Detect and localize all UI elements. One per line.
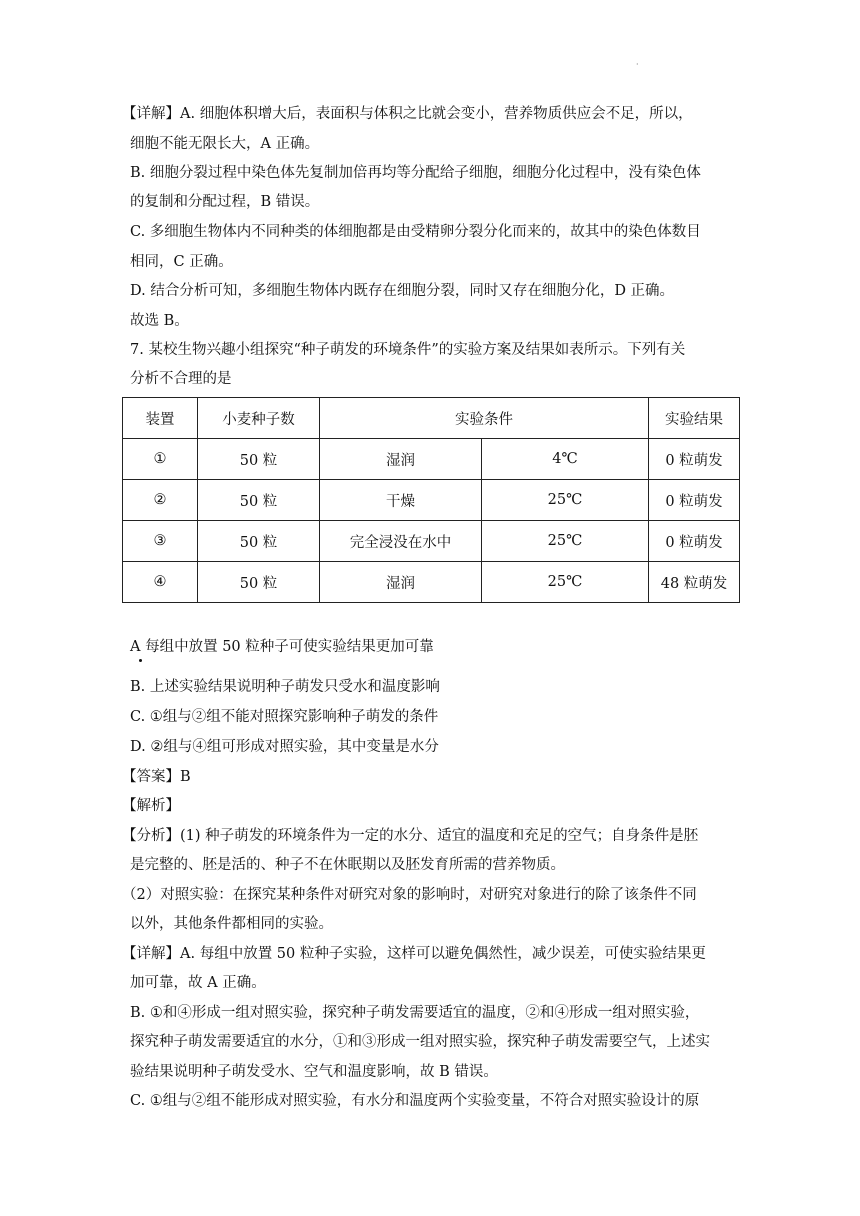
cell-moisture: 干燥 (320, 480, 482, 521)
question-stem: 分析不合理的是 (130, 371, 232, 387)
text-line: 的复制和分配过程，B 错误。 (130, 194, 320, 210)
text-line: C. ①组与②组不能形成对照实验，有水分和温度两个实验变量，不符合对照实验设计的原 (130, 1093, 700, 1109)
header-dot: · (636, 60, 639, 69)
header-device: 装置 (123, 398, 198, 439)
text-line: 探究种子萌发需要适宜的水分，①和③形成一组对照实验，探究种子萌发需要空气，上述实 (130, 1034, 710, 1050)
cell-moisture: 湿润 (320, 562, 482, 603)
header-seeds: 小麦种子数 (198, 398, 320, 439)
cell-seeds: 50 粒 (198, 562, 320, 603)
text-line: 【详解】A. 细胞体积增大后，表面积与体积之比就会变小，营养物质供应会不足，所以， (122, 106, 693, 122)
cell-temp: 25℃ (482, 521, 649, 562)
cell-device: ① (123, 439, 198, 480)
text-line: D. 结合分析可知，多细胞生物体内既存在细胞分裂，同时又存在细胞分化，D 正确。 (130, 283, 675, 299)
answer-line: 【答案】B (122, 769, 191, 785)
cell-result: 0 粒萌发 (649, 480, 740, 521)
cell-device: ③ (123, 521, 198, 562)
header-result: 实验结果 (649, 398, 740, 439)
text-line: 加可靠，故 A 正确。 (130, 975, 266, 991)
cell-moisture: 完全浸没在水中 (320, 521, 482, 562)
text-line: 验结果说明种子萌发受水、空气和温度影响，故 B 错误。 (130, 1064, 498, 1080)
text-line: B. ①和④形成一组对照实验，探究种子萌发需要适宜的温度，②和④形成一组对照实验， (130, 1005, 700, 1021)
text-line: 【详解】A. 每组中放置 50 粒种子实验，这样可以避免偶然性，减少误差，可使实验结果更 (122, 946, 706, 962)
cell-moisture: 湿润 (320, 439, 482, 480)
table-row (123, 521, 740, 562)
experiment-table (122, 397, 740, 603)
option-d: D. ②组与④组可形成对照实验，其中变量是水分 (130, 739, 439, 755)
text-line: （2）对照实验：在探究某种条件对研究对象的影响时，对研究对象进行的除了该条件不同 (122, 887, 697, 903)
table-row (123, 439, 740, 480)
text-line: 是完整的、胚是活的、种子不在休眠期以及胚发育所需的营养物质。 (130, 857, 565, 873)
text-line: 【分析】(1) 种子萌发的环境条件为一定的水分、适宜的温度和充足的空气；自身条件是胚 (122, 828, 699, 844)
cell-seeds: 50 粒 (198, 439, 320, 480)
cell-result: 0 粒萌发 (649, 439, 740, 480)
text-line: 以外，其他条件都相同的实验。 (130, 916, 333, 932)
cell-device: ④ (123, 562, 198, 603)
cell-device: ② (123, 480, 198, 521)
cell-result: 0 粒萌发 (649, 521, 740, 562)
cell-temp: 25℃ (482, 480, 649, 521)
option-c: C. ①组与②组不能对照探究影响种子萌发的条件 (130, 709, 439, 725)
text-line: 故选 B。 (130, 313, 189, 329)
cell-temp: 25℃ (482, 562, 649, 603)
text-line: C. 多细胞生物体内不同种类的体细胞都是由受精卵分裂分化而来的，故其中的染色体数目 (130, 224, 701, 240)
table-row (123, 480, 740, 521)
cell-seeds: 50 粒 (198, 521, 320, 562)
emphasis-dot (139, 659, 142, 662)
table-header-row (123, 398, 740, 439)
cell-result: 48 粒萌发 (649, 562, 740, 603)
analysis-heading: 【解析】 (122, 798, 180, 814)
header-conditions: 实验条件 (320, 398, 649, 439)
cell-temp: 4℃ (482, 439, 649, 480)
text-line: 细胞不能无限长大，A 正确。 (130, 136, 320, 152)
cell-seeds: 50 粒 (198, 480, 320, 521)
option-b: B. 上述实验结果说明种子萌发只受水和温度影响 (130, 679, 440, 695)
text-line: 相同，C 正确。 (130, 254, 233, 270)
text-line: B. 细胞分裂过程中染色体先复制加倍再均等分配给子细胞，细胞分化过程中，没有染色体 (130, 165, 701, 181)
option-a: A 每组中放置 50 粒种子可使实验结果更加可靠 (130, 639, 434, 655)
question-stem: 7. 某校生物兴趣小组探究“种子萌发的环境条件”的实验方案及结果如表所示。下列有关 (130, 342, 686, 358)
table-row (123, 562, 740, 603)
